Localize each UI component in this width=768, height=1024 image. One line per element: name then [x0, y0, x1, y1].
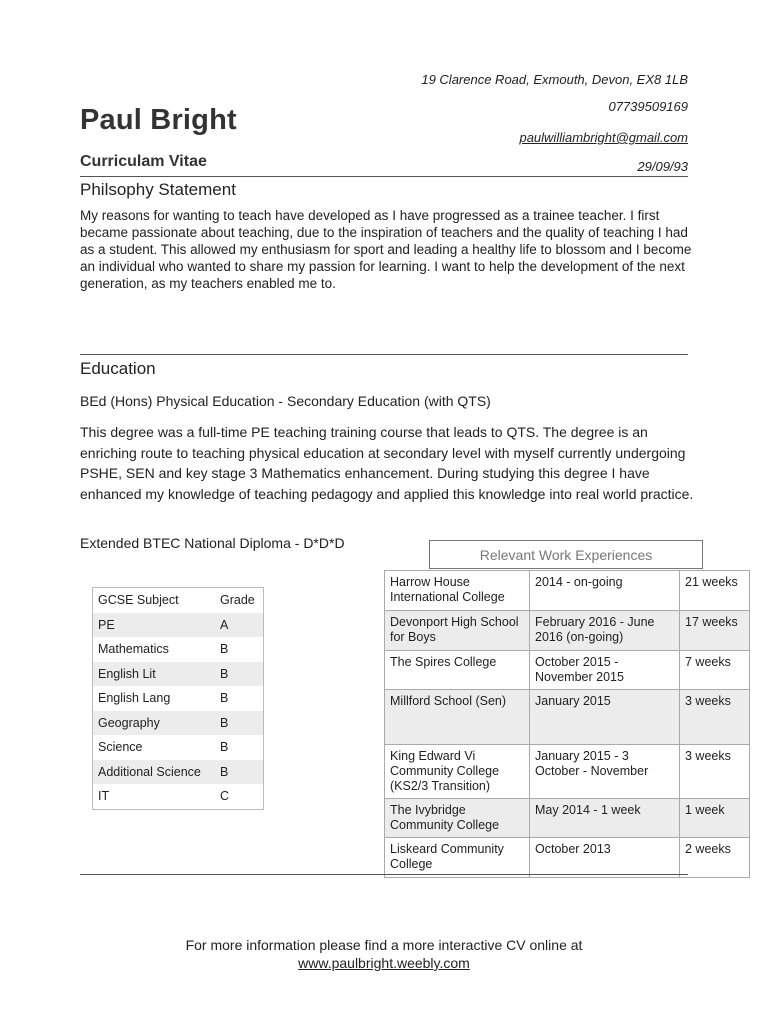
- grade-cell: B: [215, 662, 264, 687]
- dates-cell: February 2016 - June 2016 (on-going): [530, 611, 680, 651]
- placement-cell: The Spires College: [385, 651, 530, 690]
- table-header-cell: GCSE Subject: [98, 593, 179, 608]
- dates-cell: January 2015 - 3 October - November: [530, 745, 680, 799]
- contact-date: 29/09/93: [637, 159, 688, 174]
- dates-cell: January 2015: [530, 690, 680, 745]
- grade-cell: B: [215, 760, 264, 785]
- table-row: [93, 662, 264, 687]
- table-row: [93, 784, 264, 809]
- degree-title: BEd (Hons) Physical Education - Secondary Education (with QTS): [80, 393, 491, 409]
- contact-phone: 07739509169: [608, 99, 688, 114]
- degree-description: This degree was a full-time PE teaching training course that leads to QTS. The degree is an enriching route to teaching physical education at secondary level with myself currently undergoing PSHE, SEN and key stage 3 Mathematics enhancement. During studying this degree I have enhanced my knowledge of teaching pedagogy and applied this knowledge into real world practice.: [80, 424, 694, 502]
- grade-cell: A: [215, 613, 264, 638]
- dates-cell: October 2013: [530, 838, 680, 878]
- dates-cell: 2014 - on-going: [530, 571, 680, 611]
- table-row: [385, 799, 750, 838]
- dates-cell: October 2015 - November 2015: [530, 651, 680, 690]
- website-link[interactable]: www.paulbright.weebly.com: [298, 955, 470, 971]
- subject-cell: Mathematics: [98, 642, 169, 657]
- philosophy-heading: Philsophy Statement: [80, 180, 236, 199]
- subject-cell: English Lit: [93, 662, 216, 687]
- table-row: [93, 613, 264, 638]
- duration-cell: 1 week: [680, 799, 750, 838]
- document-subtitle: Curriculam Vitae: [80, 153, 207, 170]
- placement-cell: Millford School (Sen): [385, 690, 530, 745]
- placement-cell: Liskeard Community College: [385, 838, 530, 878]
- btec-qualification: Extended BTEC National Diploma - D*D*D: [80, 535, 345, 551]
- education-heading: Education: [80, 359, 156, 378]
- work-experience-heading: Relevant Work Experiences: [429, 540, 703, 569]
- duration-cell: 7 weeks: [680, 651, 750, 690]
- subject-cell: English Lang: [98, 691, 171, 706]
- subject-cell: Science: [98, 740, 143, 755]
- grade-cell: C: [220, 789, 230, 804]
- table-row: [385, 571, 750, 611]
- divider: [80, 354, 688, 355]
- grade-cell: B: [215, 711, 264, 736]
- table-row: [385, 651, 750, 690]
- subject-cell: Geography: [93, 711, 216, 736]
- divider: [80, 176, 688, 177]
- placement-cell: Harrow House International College: [385, 571, 530, 611]
- placement-cell: Devonport High School for Boys: [385, 611, 530, 651]
- subject-cell: PE: [93, 613, 216, 638]
- duration-cell: 2 weeks: [680, 838, 750, 878]
- subject-cell: Additional Science: [93, 760, 216, 785]
- table-header-row: [93, 588, 264, 613]
- duration-cell: 3 weeks: [680, 745, 750, 799]
- footer-text: For more information please find a more interactive CV online at: [185, 937, 583, 953]
- duration-cell: 3 weeks: [680, 690, 750, 745]
- table-row: [385, 745, 750, 799]
- table-row: [93, 711, 264, 736]
- dates-cell: May 2014 - 1 week: [530, 799, 680, 838]
- grade-cell: B: [220, 642, 229, 657]
- duration-cell: 17 weeks: [680, 611, 750, 651]
- candidate-name: Paul Bright: [80, 104, 237, 136]
- grade-cell: B: [220, 691, 229, 706]
- table-row: [93, 686, 264, 711]
- table-row: [93, 760, 264, 785]
- work-experience-table: [384, 570, 750, 878]
- table-row: [385, 690, 750, 745]
- table-header-cell: Grade: [220, 593, 255, 608]
- table-row: [93, 637, 264, 662]
- table-row: [385, 611, 750, 651]
- subject-cell: IT: [98, 789, 110, 804]
- duration-cell: 21 weeks: [680, 571, 750, 611]
- table-row: [385, 838, 750, 878]
- divider: [80, 874, 688, 875]
- placement-cell: The Ivybridge Community College: [385, 799, 530, 838]
- placement-cell: King Edward Vi Community College (KS2/3 Transition): [385, 745, 530, 799]
- table-row: [93, 735, 264, 760]
- grade-cell: B: [220, 740, 229, 755]
- gcse-table: [92, 587, 264, 810]
- contact-email-link[interactable]: paulwilliambright@gmail.com: [519, 130, 688, 145]
- philosophy-text: My reasons for wanting to teach have developed as I have progressed as a trainee teacher. I first became passionate about teaching, due to the inspiration of teachers and the quality of teaching I had as a student. This allowed my enthusiasm for sport and leading a healthy life to blossom and I become an individual who wanted to share my passion for learning. I want to help the development of the next generation, as my teachers enabled me to.: [80, 208, 692, 291]
- contact-address: 19 Clarence Road, Exmouth, Devon, EX8 1LB: [421, 72, 688, 87]
